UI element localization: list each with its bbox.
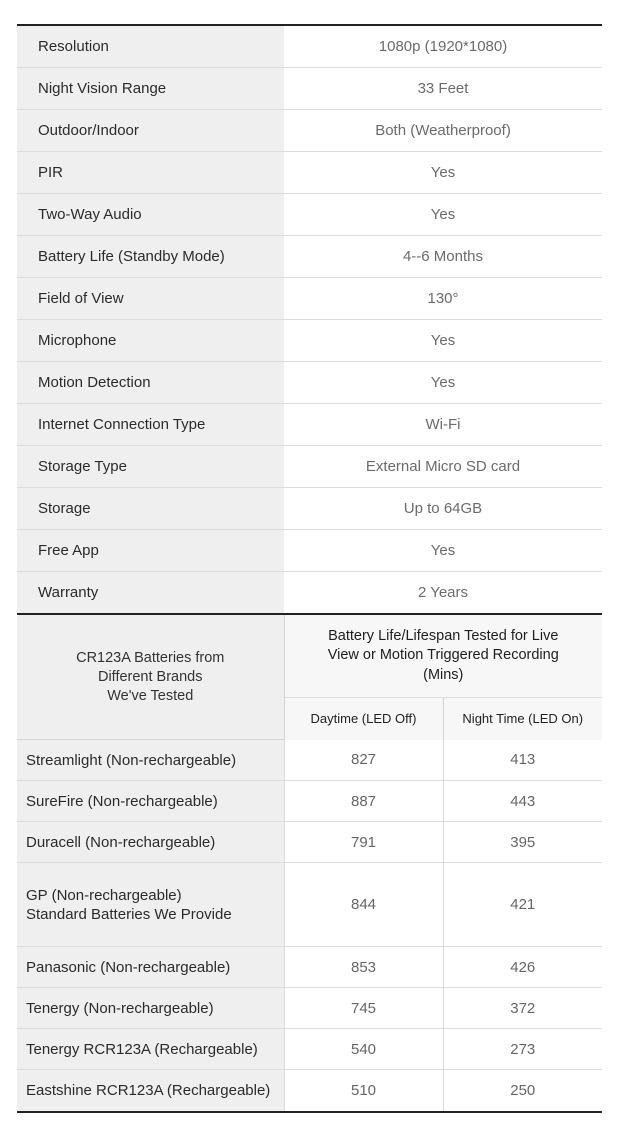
spec-row: [17, 236, 602, 278]
spec-label: Free App: [17, 530, 284, 572]
daytime-minutes: 745: [284, 988, 443, 1029]
spec-row: [17, 194, 602, 236]
battery-brand: [17, 988, 284, 1029]
battery-brand: [17, 822, 284, 863]
spec-value: Yes: [284, 194, 602, 236]
battery-brand: [17, 1029, 284, 1070]
spec-value: Yes: [284, 530, 602, 572]
spec-label: Outdoor/Indoor: [17, 110, 284, 152]
spec-row: [17, 404, 602, 446]
nighttime-minutes: 426: [443, 947, 602, 988]
daytime-minutes: 827: [284, 740, 443, 781]
spec-value: 1080p (1920*1080): [284, 26, 602, 68]
daytime-column-header: Daytime (LED Off): [284, 698, 443, 740]
daytime-minutes: 887: [284, 781, 443, 822]
spec-row: [17, 110, 602, 152]
battery-brand-line: Tenergy RCR123A (Rechargeable): [26, 1040, 258, 1058]
spec-row: [17, 152, 602, 194]
lifespan-header-line: Battery Life/Lifespan Tested for Live: [328, 627, 559, 644]
battery-brand-line: Panasonic (Non-rechargeable): [26, 958, 231, 976]
spec-label: Motion Detection: [17, 362, 284, 404]
nighttime-minutes: 250: [443, 1070, 602, 1112]
battery-brand: [17, 781, 284, 822]
nighttime-minutes: 413: [443, 740, 602, 781]
spec-row: [17, 572, 602, 614]
battery-row: [17, 1029, 602, 1070]
spec-label: Internet Connection Type: [17, 404, 284, 446]
nighttime-minutes: 443: [443, 781, 602, 822]
nighttime-minutes: 372: [443, 988, 602, 1029]
battery-brand-line: Tenergy (Non-rechargeable): [26, 999, 214, 1017]
spec-value: Yes: [284, 362, 602, 404]
battery-row: [17, 740, 602, 781]
lifespan-header: [284, 615, 602, 698]
battery-brand: [17, 947, 284, 988]
spec-value: Yes: [284, 152, 602, 194]
battery-brand-line: SureFire (Non-rechargeable): [26, 792, 218, 810]
spec-label: Resolution: [17, 26, 284, 68]
brands-header-line: We've Tested: [107, 687, 194, 704]
spec-value: 4--6 Months: [284, 236, 602, 278]
battery-brand-line: Eastshine RCR123A (Rechargeable): [26, 1082, 271, 1099]
nighttime-column-header: Night Time (LED On): [443, 698, 602, 740]
battery-row: [17, 1070, 602, 1112]
battery-row: [17, 863, 602, 947]
spec-value: Wi-Fi: [284, 404, 602, 446]
daytime-minutes: 510: [284, 1070, 443, 1112]
spec-row: [17, 320, 602, 362]
spec-value: Up to 64GB: [284, 488, 602, 530]
spec-label: Storage Type: [17, 446, 284, 488]
spec-row: [17, 278, 602, 320]
spec-value: External Micro SD card: [284, 446, 602, 488]
battery-brand-line: Standard Batteries We Provide: [26, 905, 232, 923]
battery-row: [17, 947, 602, 988]
daytime-minutes: 791: [284, 822, 443, 863]
spec-row: [17, 26, 602, 68]
spec-label: Battery Life (Standby Mode): [17, 236, 284, 278]
spec-label: Microphone: [17, 320, 284, 362]
nighttime-minutes: 273: [443, 1029, 602, 1070]
battery-table: [17, 615, 602, 1111]
battery-brand: [17, 1070, 284, 1112]
lifespan-header-line: (Mins): [423, 666, 464, 683]
nighttime-minutes: 421: [443, 863, 602, 947]
battery-brand-line: GP (Non-rechargeable): [26, 886, 182, 904]
nighttime-minutes: 395: [443, 822, 602, 863]
content-wrapper: [17, 24, 602, 1113]
spec-value: 2 Years: [417, 584, 469, 601]
spec-row: [17, 362, 602, 404]
spec-label: Storage: [17, 488, 284, 530]
specs-table: [17, 26, 602, 613]
spec-row: [17, 68, 602, 110]
daytime-minutes: 540: [284, 1029, 443, 1070]
brands-header-line: CR123A Batteries from: [76, 649, 225, 666]
lifespan-header-line: View or Motion Triggered Recording: [327, 647, 559, 664]
brands-header: [17, 615, 284, 740]
spec-value: 130°: [284, 278, 602, 320]
battery-row: [17, 781, 602, 822]
spec-value: Both (Weatherproof): [284, 110, 602, 152]
spec-value: Yes: [284, 320, 602, 362]
battery-header-row: [17, 615, 602, 698]
battery-brand-line: Streamlight (Non-rechargeable): [26, 751, 237, 769]
spec-value: 33 Feet: [284, 68, 602, 110]
daytime-minutes: 844: [284, 863, 443, 947]
spec-row: [17, 488, 602, 530]
battery-brand: [17, 740, 284, 781]
spec-label: Warranty: [17, 572, 284, 614]
battery-brand-line: Duracell (Non-rechargeable): [26, 833, 216, 851]
battery-row: [17, 822, 602, 863]
battery-brand: [17, 863, 284, 947]
spec-label: PIR: [17, 152, 284, 194]
bottom-divider: [17, 1111, 602, 1113]
spec-label: Two-Way Audio: [17, 194, 284, 236]
spec-label: Night Vision Range: [17, 68, 284, 110]
brands-header-line: Different Brands: [97, 668, 203, 685]
spec-row: [17, 530, 602, 572]
battery-row: [17, 988, 602, 1029]
daytime-minutes: 853: [284, 947, 443, 988]
spec-label: Field of View: [17, 278, 284, 320]
spec-row: [17, 446, 602, 488]
